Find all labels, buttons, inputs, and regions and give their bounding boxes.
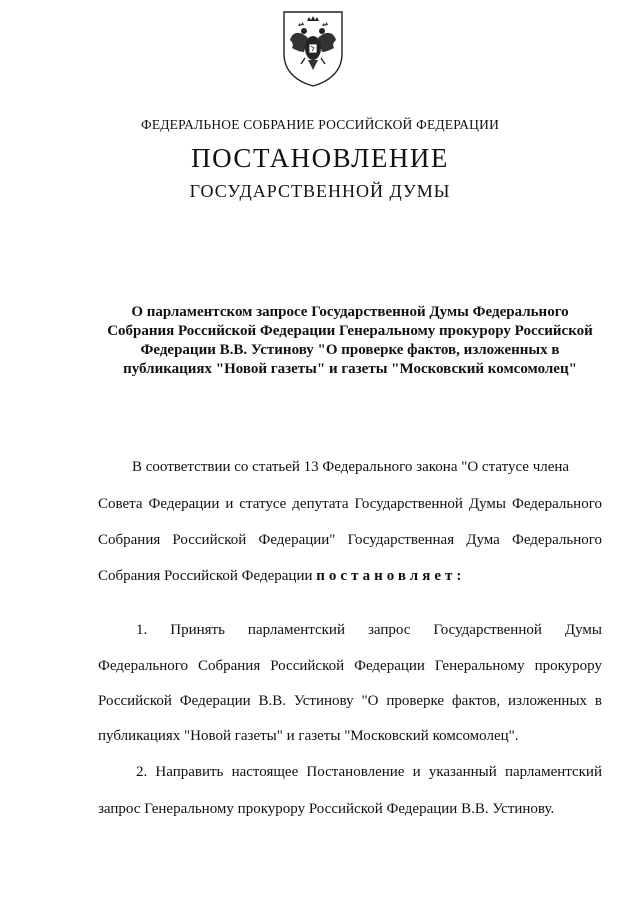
resolution-keyword: постановляет:: [316, 568, 466, 584]
preamble-text: Собрания Российской Федерации: [98, 568, 313, 584]
item1-line: публикациях "Новой газеты" и газеты "Московский комсомолец".: [98, 728, 519, 744]
coat-of-arms-icon: [278, 8, 348, 88]
preamble-line: Совета Федерации и статусе депутата Государственной Думы Федерального: [98, 496, 602, 512]
item1-line: Российской Федерации В.В. Устинову "О проверке фактов, изложенных в: [98, 693, 602, 709]
assembly-title: ФЕДЕРАЛЬНОЕ СОБРАНИЕ РОССИЙСКОЙ ФЕДЕРАЦИИ: [140, 117, 500, 132]
preamble-line: Собрания Российской Федерации" Государственная Дума Федерального: [98, 532, 602, 548]
subject-line: публикациях "Новой газеты" и газеты "Московский комсомолец": [123, 361, 577, 377]
item1-line: 1. Принять парламентский запрос Государственной Думы: [136, 622, 602, 638]
resolution-subject: [90, 303, 610, 379]
document-type-title: ПОСТАНОВЛЕНИЕ: [191, 143, 449, 173]
subject-line: Федерации В.В. Устинову "О проверке фактов, изложенных в: [140, 342, 560, 358]
issuer-title: ГОСУДАРСТВЕННОЙ ДУМЫ: [189, 181, 451, 201]
item2-line: запрос Генеральному прокурору Российской Федерации В.В. Устинову.: [98, 801, 555, 817]
preamble-final-line: [98, 568, 465, 585]
subject-line: О парламентском запросе Государственной Думы Федерального: [131, 304, 569, 320]
subject-line: Собрания Российской Федерации Генеральному прокурору Российской: [107, 323, 593, 339]
item2-line: 2. Направить настоящее Постановление и указанный парламентский: [136, 764, 602, 780]
preamble-line: В соответствии со статьей 13 Федерального закона "О статусе члена: [132, 459, 570, 475]
item1-line: Федерального Собрания Российской Федерации Генеральному прокурору: [98, 658, 602, 674]
